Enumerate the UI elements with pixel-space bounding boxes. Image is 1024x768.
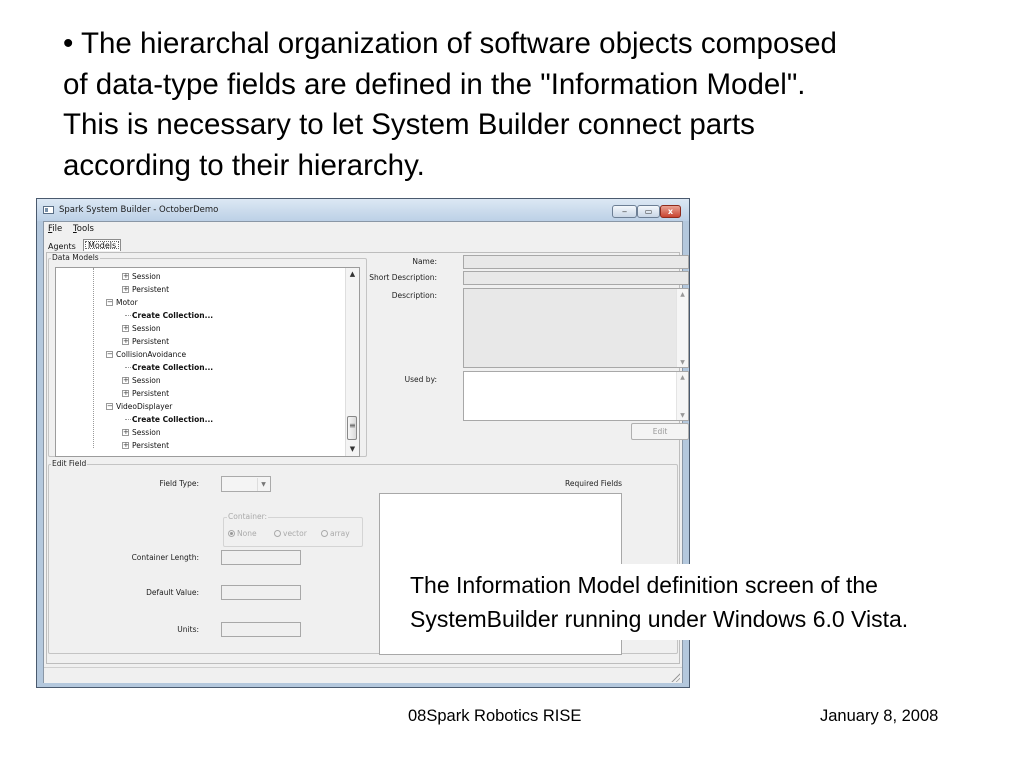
menu-tools-accel: T: [73, 224, 77, 234]
menu-file-label: ile: [52, 224, 63, 234]
caption-line: SystemBuilder running under Windows 6.0 Vista.: [410, 606, 909, 632]
close-button[interactable]: x: [660, 205, 681, 218]
container-radio-vector[interactable]: [274, 529, 307, 538]
container-option-label: array: [330, 529, 350, 538]
tab-models[interactable]: Models: [83, 239, 121, 251]
menu-file[interactable]: [48, 224, 62, 234]
menu-tools-label: ools: [76, 224, 94, 234]
tree-node-label: Session: [132, 428, 161, 437]
tree-node[interactable]: [56, 426, 346, 439]
scroll-up-arrow-icon[interactable]: ▲: [680, 374, 685, 381]
tree-node[interactable]: [56, 374, 346, 387]
status-bar: [44, 667, 682, 683]
data-models-tree[interactable]: [55, 267, 360, 457]
used-by-scrollbar[interactable]: [676, 372, 688, 420]
scroll-down-arrow-icon[interactable]: ▼: [349, 445, 356, 453]
tree-node-label: VideoDisplayer: [116, 402, 173, 411]
expand-plus-icon[interactable]: +: [123, 376, 129, 384]
radio-selected-icon: [228, 530, 235, 537]
container-radio-none[interactable]: [228, 529, 257, 538]
scroll-up-arrow-icon[interactable]: ▲: [349, 270, 356, 278]
bullet-line: according to their hierarchy.: [63, 148, 425, 182]
bullet-line: of data-type fields are defined in the "Information Model".: [63, 67, 806, 101]
tree-node-label: Session: [132, 272, 161, 281]
tree-node[interactable]: [56, 335, 346, 348]
menu-tools[interactable]: [73, 224, 94, 234]
tree-node[interactable]: [56, 283, 346, 296]
tree-node-label: Persistent: [132, 441, 170, 450]
collapse-minus-icon[interactable]: −: [107, 402, 113, 410]
data-models-group: [48, 253, 367, 457]
tree-node-label: Persistent: [132, 337, 170, 346]
expand-plus-icon[interactable]: +: [123, 272, 129, 280]
tree-node-label: Create Collection...: [132, 415, 214, 424]
name-label: Name:: [412, 257, 437, 266]
collapse-minus-icon[interactable]: −: [107, 350, 113, 358]
bullet-line: • The hierarchal organization of software objects composed: [63, 27, 837, 60]
tree-node[interactable]: [56, 309, 346, 322]
tree-node[interactable]: [56, 348, 346, 361]
title-bar[interactable]: [37, 199, 689, 221]
tree-node-label: CollisionAvoidance: [116, 350, 187, 359]
tree-node[interactable]: [56, 387, 346, 400]
short-description-field[interactable]: [463, 271, 689, 285]
tree-node[interactable]: [56, 413, 346, 426]
required-fields-label: Required Fields: [565, 479, 622, 488]
expand-plus-icon[interactable]: +: [123, 285, 129, 293]
menu-bar: [44, 222, 682, 236]
tree-node-label: Persistent: [132, 389, 170, 398]
field-type-label: Field Type:: [159, 479, 199, 488]
scroll-thumb[interactable]: [347, 416, 357, 440]
collapse-minus-icon[interactable]: −: [107, 298, 113, 306]
resize-grip-icon[interactable]: [670, 672, 680, 682]
window-title: Spark System Builder - OctoberDemo: [59, 205, 219, 215]
container-radio-array[interactable]: [321, 529, 350, 538]
tree-node[interactable]: [56, 296, 346, 309]
description-scrollbar[interactable]: [676, 289, 688, 367]
container-group: [223, 512, 363, 547]
scroll-down-arrow-icon[interactable]: ▼: [680, 359, 685, 366]
tree-node[interactable]: [56, 322, 346, 335]
edit-button[interactable]: Edit: [631, 423, 689, 440]
tree-node[interactable]: [56, 400, 346, 413]
name-field[interactable]: [463, 255, 689, 269]
used-by-label: Used by:: [404, 375, 437, 384]
units-label: Units:: [177, 625, 199, 634]
data-models-group-label: Data Models: [52, 253, 99, 262]
tree-node[interactable]: [56, 270, 346, 283]
scroll-down-arrow-icon[interactable]: ▼: [680, 412, 685, 419]
expand-plus-icon[interactable]: +: [123, 441, 129, 449]
default-value-field[interactable]: [221, 585, 301, 600]
screenshot-caption: [403, 564, 1024, 640]
chevron-down-icon[interactable]: ▼: [257, 478, 269, 491]
default-value-label: Default Value:: [146, 588, 199, 597]
container-option-label: None: [237, 529, 257, 538]
container-length-field[interactable]: [221, 550, 301, 565]
minimize-button[interactable]: ‒: [612, 205, 637, 218]
menu-file-accel: F: [48, 224, 53, 234]
used-by-field[interactable]: [463, 371, 689, 421]
caption-line: The Information Model definition screen of the: [410, 572, 878, 598]
expand-plus-icon[interactable]: +: [123, 389, 129, 397]
tree-node-label: Create Collection...: [132, 311, 214, 320]
bullet-line: This is necessary to let System Builder connect parts: [63, 108, 755, 141]
slide-bullet-text: [63, 24, 983, 186]
description-label: Description:: [391, 291, 437, 300]
tree-node[interactable]: [56, 439, 346, 452]
units-field[interactable]: [221, 622, 301, 637]
container-group-label: Container:: [228, 512, 268, 521]
radio-icon: [321, 530, 328, 537]
footer-date: January 8, 2008: [820, 707, 939, 725]
expand-plus-icon[interactable]: +: [123, 428, 129, 436]
container-length-label: Container Length:: [131, 553, 199, 562]
radio-icon: [274, 530, 281, 537]
tree-node-label: Session: [132, 376, 161, 385]
container-option-label: vector: [283, 529, 307, 538]
scroll-up-arrow-icon[interactable]: ▲: [680, 291, 685, 298]
tree-node-label: Motor: [116, 298, 138, 307]
field-type-select[interactable]: [221, 476, 271, 492]
tree-scrollbar[interactable]: [345, 268, 359, 456]
tab-agents[interactable]: Agents: [48, 242, 76, 251]
tree-node-label: Session: [132, 324, 161, 333]
expand-plus-icon[interactable]: +: [123, 324, 129, 332]
app-window-icon: [43, 206, 54, 214]
maximize-button[interactable]: ▭: [637, 205, 660, 218]
expand-plus-icon[interactable]: +: [123, 337, 129, 345]
tree-node-label: Create Collection...: [132, 363, 214, 372]
edit-field-group-label: Edit Field: [52, 459, 87, 468]
short-description-label: Short Description:: [369, 273, 437, 282]
footer-organization: 08Spark Robotics RISE: [408, 707, 582, 725]
tree-node[interactable]: [56, 361, 346, 374]
description-field[interactable]: [463, 288, 689, 368]
tree-node-label: Persistent: [132, 285, 170, 294]
